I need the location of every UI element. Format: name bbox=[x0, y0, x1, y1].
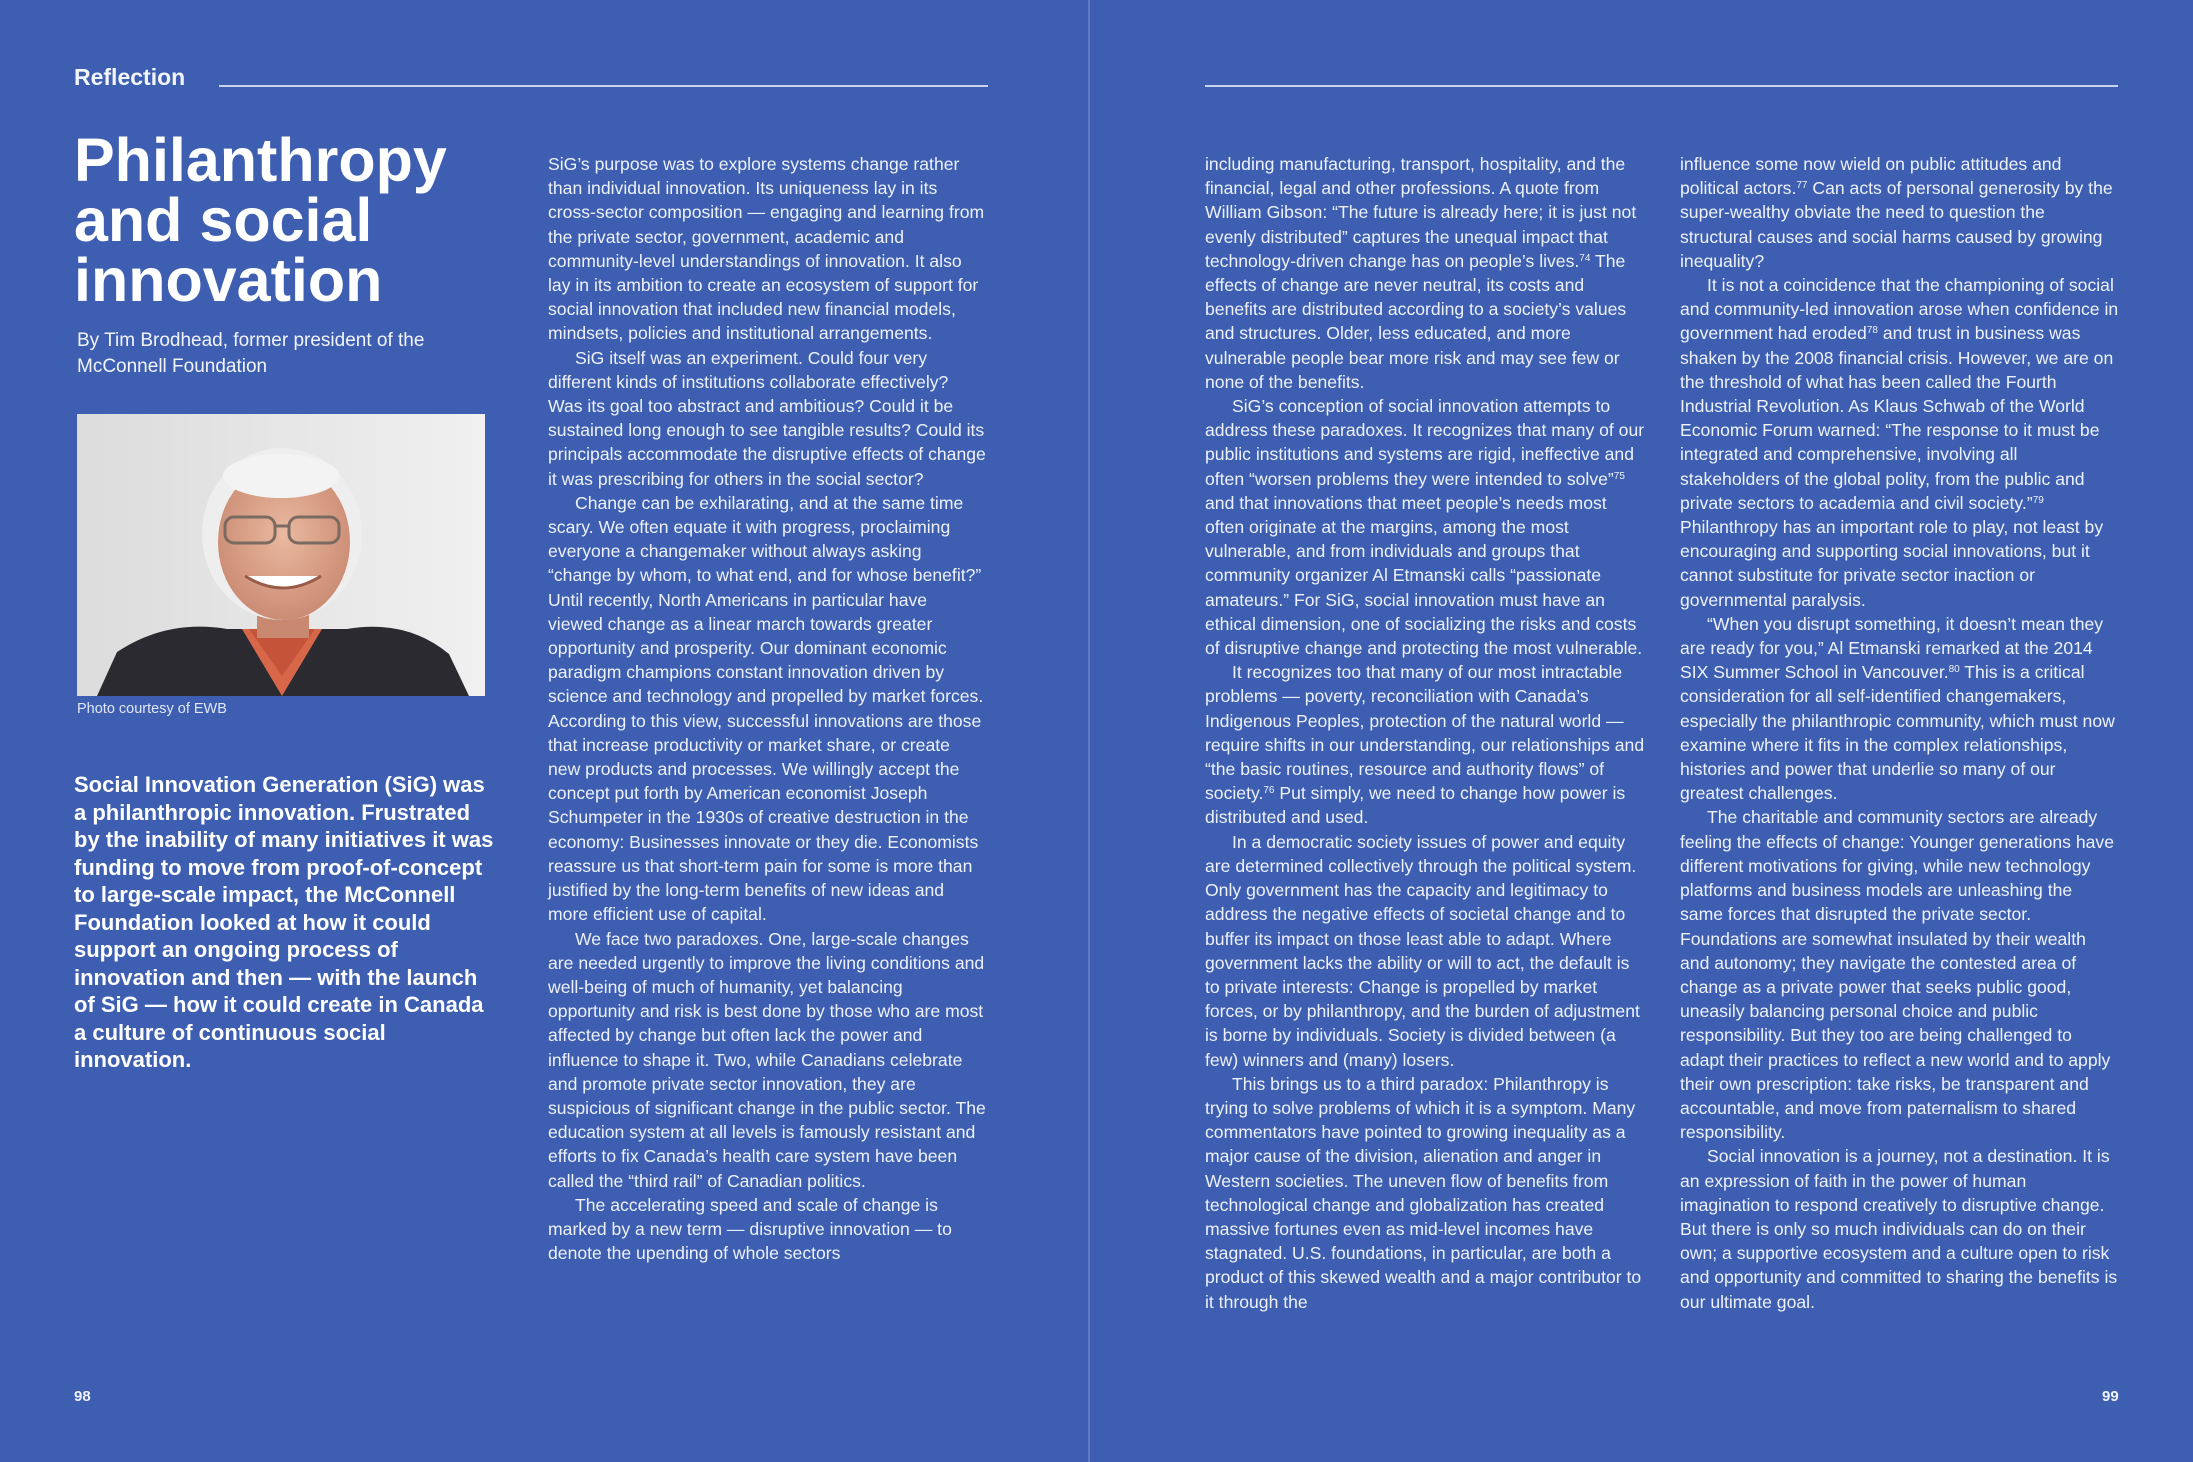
footnote-ref: 75 bbox=[1613, 470, 1625, 482]
paragraph: In a democratic society issues of power and equity are determined collectively through the political system. Only government has the capacity and legitimacy to address the negative effects of societal change and to buffer its impact on those least able to adapt. Where government lacks the ability or will to act, the default is to private interests: Change is propelled by market forces, or by philanthropy, and the burden of adjustment is borne by individuals. Society is divided between (a few) winners and (many) losers. bbox=[1205, 831, 1640, 1070]
paragraph: SiG itself was an experiment. Could four very different kinds of institutions collaborate effectively? Was its goal too abstract and ambitious? Could it be sustained long enough to see tangible results? Could its principals accommodate the disruptive effects of change it was prescribing for others in the social sector? bbox=[548, 347, 986, 489]
text-run: SiG’s conception of social innovation attempts to address these paradoxes. It recognizes that many of our public institutions and systems are rigid, ineffective and often “worsen problems they were intended to solve” bbox=[1205, 396, 1645, 489]
section-label: Reflection bbox=[74, 64, 186, 90]
paragraph: The accelerating speed and scale of change is marked by a new term — disruptive innovation — to denote the upending of whole sectors bbox=[548, 1194, 952, 1264]
author-portrait-image bbox=[77, 414, 485, 696]
paragraph bbox=[1205, 660, 1647, 829]
byline: By Tim Brodhead, former president of the McConnell Foundation bbox=[77, 330, 425, 377]
paragraph: This brings us to a third paradox: Philanthropy is trying to solve problems of which it is a symptom. Many commentators have pointed to growing inequality as a major cause of the division, alienation and anger in Western societies. The uneven flow of benefits from technological change and globalization has created massive fortunes even as mid-level incomes have stagnated. U.S. foundations, in particular, are both a product of this skewed wealth and a major contributor to it through the bbox=[1205, 1073, 1642, 1312]
paragraph bbox=[1680, 152, 2120, 273]
paragraph: Social innovation is a journey, not a destination. It is an expression of faith in the power of human imagination to respond creatively to disruptive change. But there is only so much individuals can do on their own; a supportive ecosystem and a culture open to risk and opportunity and committed to sharing the benefits is our ultimate goal. bbox=[1680, 1146, 2118, 1312]
header-rule-left bbox=[219, 85, 988, 87]
paragraph bbox=[1680, 612, 2120, 806]
body-column-2 bbox=[1205, 152, 1647, 1314]
footnote-ref: 79 bbox=[2032, 494, 2044, 506]
paragraph: We face two paradoxes. One, large-scale changes are needed urgently to improve the living conditions and well-being of much of humanity, yet balancing opportunity and risk is best done by those who are most affected by change but often lack the power and influence to shape it. Two, while Canadians celebrate and promote private sector innovation, they are suspicious of significant change in the public sector. The education system at all levels is famously resistant and efforts to fix Canada’s health care system have been called the “third rail” of Canadian politics. bbox=[548, 928, 986, 1191]
text-run: This is a critical consideration for all self-identified changemakers, especially the philanthropic community, which must now examine where it fits in the complex relationships, histories and power that underlie so many of our greatest challenges. bbox=[1680, 662, 2115, 804]
text-run: including manufacturing, transport, hospitality, and the financial, legal and other professions. A quote from William Gibson: “The future is already here; it is just not evenly distributed” captures the unequal impact that technology-driven change has on people’s lives. bbox=[1205, 154, 1637, 271]
text-run: Can acts of personal generosity by the super-wealthy obviate the need to question the structural causes and social harms caused by growing inequality? bbox=[1680, 178, 2113, 271]
author-photo bbox=[77, 414, 485, 696]
text-run: Philanthropy has an important role to play, not least by encouraging and supporting social innovations, but it cannot substitute for private sector inaction or governmental paralysis. bbox=[1680, 517, 2104, 610]
header-rule-right bbox=[1205, 85, 2118, 87]
photo-caption: Photo courtesy of EWB bbox=[77, 701, 227, 717]
body-column-3 bbox=[1680, 152, 2120, 1314]
paragraph: The charitable and community sectors are already feeling the effects of change: Younger generations have different motivations for giving, while new technology platforms and business models are unleashing the same forces that disrupted the private sector. Foundations are somewhat insulated by their wealth and autonomy; they navigate the contested area of change as a private power that seeks public good, uneasily balancing personal choice and public responsibility. But they too are being challenged to adapt their practices to reflect a new world and to apply their own prescription: take risks, be transparent and accountable, and move from paternalism to shared responsibility. bbox=[1680, 807, 2114, 1143]
paragraph bbox=[1680, 273, 2120, 612]
text-run: influence some now wield on public attitudes and political actors. bbox=[1680, 154, 2062, 199]
text-run: It recognizes too that many of our most intractable problems — poverty, reconciliation with Canada’s Indigenous Peoples, protection of the natural world — require shifts in our understanding, our relationships and “the basic routines, resource and authority flows” of society. bbox=[1205, 662, 1645, 804]
page-number-left: 98 bbox=[74, 1388, 91, 1405]
footnote-ref: 76 bbox=[1263, 785, 1275, 797]
text-run: Put simply, we need to change how power is distributed and used. bbox=[1205, 783, 1626, 828]
left-page bbox=[0, 0, 1088, 1462]
text-run: “When you disrupt something, it doesn’t mean they are ready for you,” Al Etmanski remarked at the 2014 SIX Summer School in Vancouver. bbox=[1680, 613, 2104, 683]
footnote-ref: 80 bbox=[1948, 664, 1960, 676]
paragraph bbox=[1205, 152, 1647, 394]
body-column-1 bbox=[548, 152, 986, 1265]
article-title: Philanthropy and social innovation bbox=[74, 126, 447, 314]
footnote-ref: 78 bbox=[1866, 325, 1878, 337]
paragraph bbox=[1205, 394, 1647, 660]
page-number-right: 99 bbox=[2102, 1388, 2119, 1405]
text-run: It is not a coincidence that the championing of social and community-led innovation arose when confidence in government had eroded bbox=[1680, 275, 2119, 344]
text-run: The effects of change are never neutral, its costs and benefits are distributed according to a society’s values and structures. Older, less educated, and more vulnerable people bear more risk and may see few or none of the benefits. bbox=[1205, 250, 1627, 392]
footnote-ref: 74 bbox=[1579, 252, 1591, 264]
paragraph: SiG’s purpose was to explore systems change rather than individual innovation. Its uniqueness lay in its cross-sector composition — engaging and learning from the private sector, government, academic and community-level understandings of innovation. It also lay in its ambition to create an ecosystem of support for social innovation that included new financial models, mindsets, policies and institutional arrangements. bbox=[548, 154, 985, 344]
text-run: and trust in business was shaken by the 2008 financial crisis. However, we are on the threshold of what has been called the Fourth Industrial Revolution. As Klaus Schwab of the World Economic Forum warned: “The response to it must be integrated and comprehensive, involving all stakeholders of the global polity, from the public and private sectors to academia and civil society.” bbox=[1680, 323, 2114, 513]
text-run: and that innovations that meet people’s needs most often originate at the margins, among the most vulnerable, and from individuals and groups that community organizer Al Etmanski calls “passionate amateurs.” For SiG, social innovation must have an ethical dimension, one of socializing the risks and costs of disruptive change and protecting the most vulnerable. bbox=[1205, 492, 1643, 659]
paragraph: Change can be exhilarating, and at the same time scary. We often equate it with progress, proclaiming everyone a changemaker without always asking “change by whom, to what end, and for whose benefit?” Until recently, North Americans in particular have viewed change as a linear march towards greater opportunity and prosperity. Our dominant economic paradigm champions constant innovation driven by science and technology and propelled by market forces. According to this view, successful innovations are those that increase productivity or market share, or create new products and processes. We willingly accept the concept put forth by American economist Joseph Schumpeter in the 1930s of creative destruction in the economy: Businesses innovate or they die. Economists reassure us that short-term pain for some is more than justified by the long-term benefits of new ideas and more efficient use of capital. bbox=[548, 492, 984, 925]
pullquote: Social Innovation Generation (SiG) was a philanthropic innovation. Frustrated by the inability of many initiatives it was funding to move from proof-of-concept to large-scale impact, the McConnell Foundation looked at how it could support an ongoing process of innovation and then — with the launch of SiG — how it could create in Canada a culture of continuous social innovation. bbox=[74, 772, 494, 1072]
footnote-ref: 77 bbox=[1796, 180, 1808, 192]
